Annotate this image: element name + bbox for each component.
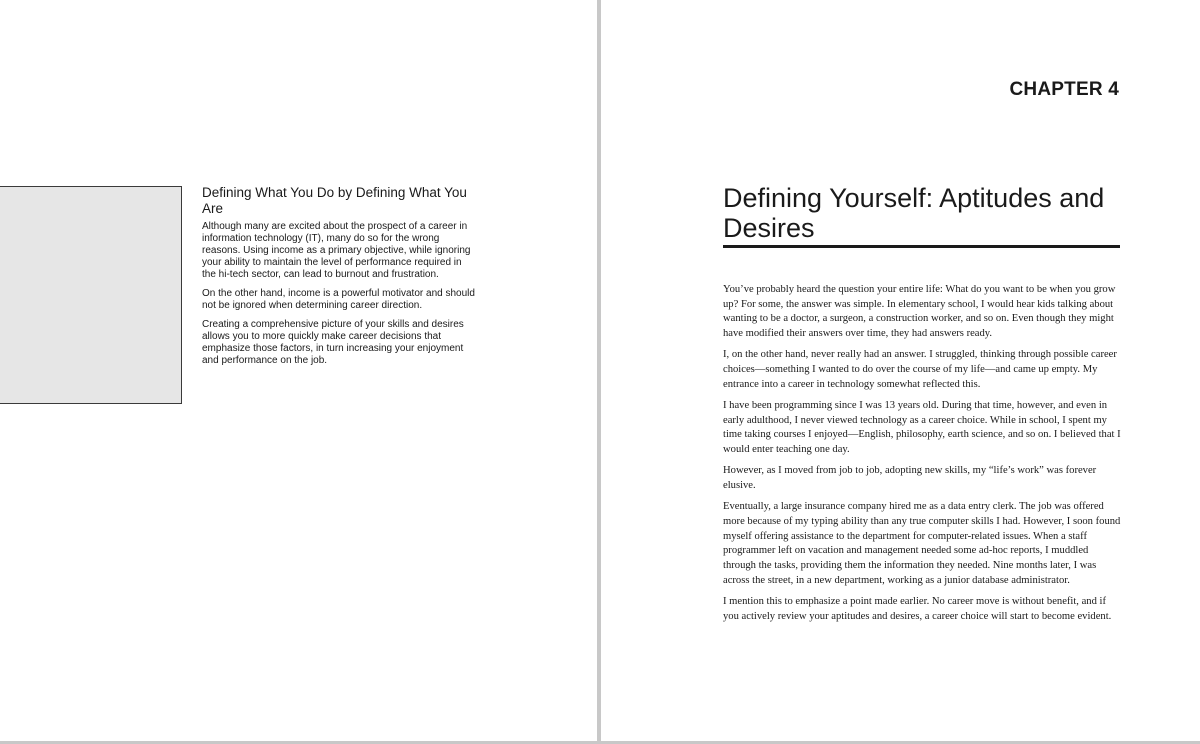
body-paragraph: Eventually, a large insurance company hired me as a data entry clerk. The job was offered more because of my typing ability than any true computer skills I had. However, I soon found myself offering assistance to the department for computer-related issues. When a staff programmer left on vacation and management needed some ad-hoc reports, I muddled through the tasks, providing them the information they needed. Nine months later, I was across the street, in a new department, working as a junior database administrator. <box>723 501 1121 586</box>
chapter-label: CHAPTER 4 <box>1009 79 1119 100</box>
left-page <box>0 0 597 744</box>
body-paragraph: I have been programming since I was 13 years old. During that time, however, and even in early adulthood, I never viewed technology as a career choice. While in school, I spent my time taking courses I enjoyed—English, philosophy, earth science, and so on. I believed that I would enter teaching one day. <box>723 399 1121 456</box>
chapter-title: Defining Yourself: Aptitudes and Desires <box>723 183 1105 243</box>
body-text <box>723 283 1123 631</box>
title-rule <box>723 245 1120 248</box>
sidebar-paragraph: Although many are excited about the prospect of a career in information technology (IT), many do so for the wrong reasons. Using income as a primary objective, while ignoring your ability to maintain the level of performance required in the hi-tech sector, can lead to burnout and frustration. <box>202 221 471 280</box>
sidebar-heading: Defining What You Do by Defining What You Are <box>202 185 467 216</box>
body-paragraph: You’ve probably heard the question your entire life: What do you want to be when you grow up? For some, the answer was simple. In elementary school, I would hear kids talking about wanting to be a doctor, a surgeon, a construction worker, and so on. Even though they might have modified their answers over time, they had answers ready. <box>723 284 1116 340</box>
sidebar-paragraph: Creating a comprehensive picture of your skills and desires allows you to more quickly make career decisions that emphasize those factors, in turn increasing your enjoyment and performance on the job. <box>202 319 464 366</box>
body-paragraph: I mention this to emphasize a point made earlier. No career move is without benefit, and if you actively review your aptitudes and desires, a career choice will start to become evident. <box>723 595 1112 622</box>
right-page <box>601 0 1200 744</box>
sidebar <box>202 185 477 374</box>
body-paragraph: However, as I moved from job to job, adopting new skills, my “life’s work” was forever elusive. <box>723 465 1097 491</box>
sidebar-paragraph: On the other hand, income is a powerful motivator and should not be ignored when determining career direction. <box>202 288 475 311</box>
body-paragraph: I, on the other hand, never really had an answer. I struggled, thinking through possible career choices—something I wanted to do over the course of my life—and came up empty. My entrance into a career in technology somewhat reflected this. <box>723 349 1117 390</box>
image-placeholder <box>0 186 182 404</box>
